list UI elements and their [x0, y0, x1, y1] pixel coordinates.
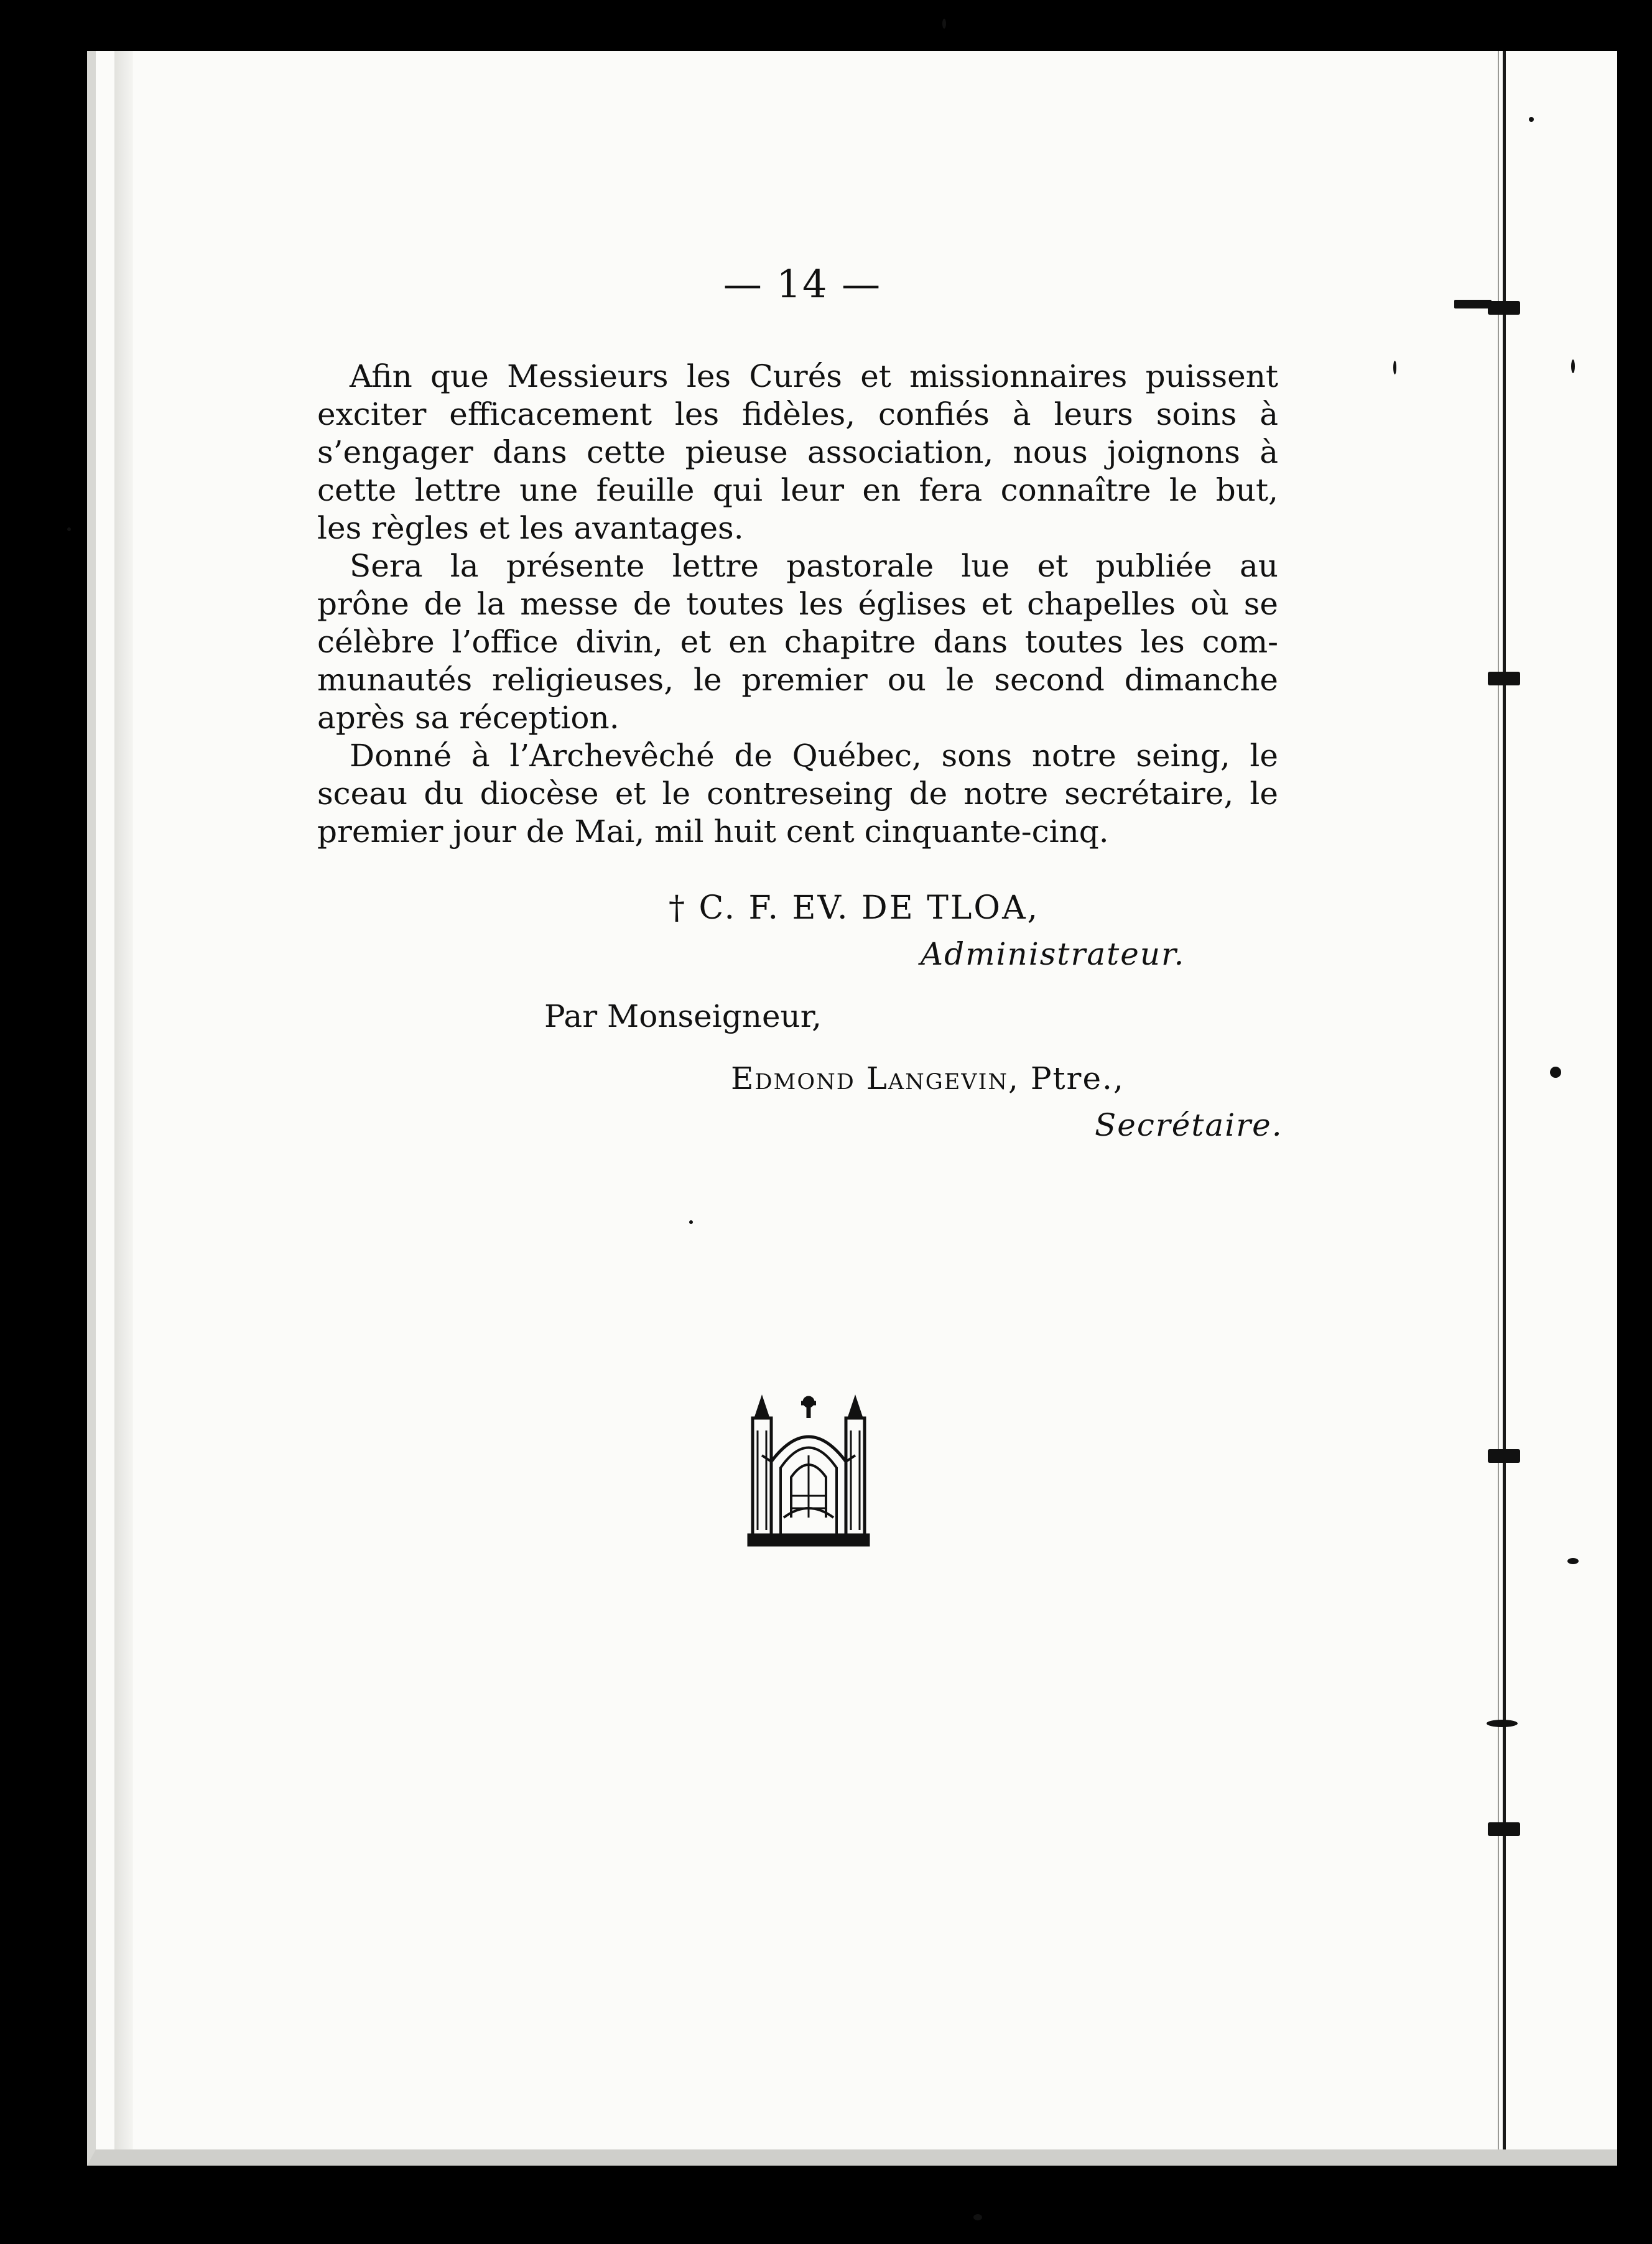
paragraph: [317, 737, 1278, 851]
scan-speck: [1454, 300, 1492, 308]
text-line: Sera la présente lettre pastorale lue et publiée au: [350, 548, 1278, 584]
body-text: [317, 358, 1278, 851]
paragraph: [317, 358, 1278, 547]
scan-speck: [973, 2214, 982, 2220]
signer-title: Administrateur.: [921, 936, 1186, 972]
paragraph: [317, 547, 1278, 737]
scan-speck: [1567, 1558, 1579, 1564]
scan-speck: [689, 1220, 693, 1224]
text-line: les règles et les avantages.: [317, 510, 744, 546]
countersign-by: Par Monseigneur,: [544, 998, 822, 1034]
gothic-shrine-ornament: [734, 1393, 883, 1549]
scan-speck: [942, 19, 946, 29]
text-line: après sa réception.: [317, 700, 620, 736]
secretary-last-name: Langevin: [866, 1060, 1009, 1096]
page-gutter: [114, 51, 133, 2149]
scan-speck: [1529, 117, 1534, 122]
text-line: prône de la messe de toutes les églises et chapelles où se: [317, 586, 1278, 622]
scan-speck: [1393, 361, 1396, 374]
scan-speck: [1487, 1720, 1518, 1727]
text-line: Donné à l’Archevêché de Québec, sons notre seing, le: [350, 738, 1278, 774]
secretary-suffix: , Ptre.,: [1008, 1060, 1125, 1096]
secretary-title: Secrétaire.: [1095, 1107, 1283, 1143]
secretary-name: [731, 1060, 1125, 1096]
page-number: — 14 —: [723, 261, 882, 307]
scan-speck: [67, 527, 71, 531]
binding-stitch: [1488, 1822, 1520, 1836]
binding-stitch: [1488, 672, 1520, 685]
scan-speck: [1571, 359, 1575, 373]
text-line: sceau du diocèse et le contreseing de notre secrétaire, le: [317, 776, 1278, 812]
secretary-first-name: Edmond: [731, 1060, 855, 1096]
scan-speck: [1550, 1067, 1561, 1078]
text-line: premier jour de Mai, mil huit cent cinquante-cinq.: [317, 814, 1109, 850]
text-line: célèbre l’office divin, et en chapitre dans toutes les com-: [317, 624, 1278, 660]
text-line: munautés religieuses, le premier ou le second dimanche: [317, 662, 1278, 698]
text-line: Afin que Messieurs les Curés et missionnaires puissent: [350, 358, 1278, 394]
binding-stitch: [1488, 301, 1520, 315]
signer-name: † C. F. EV. DE TLOA,: [669, 889, 1040, 927]
text-line: s’engager dans cette pieuse association, nous joignons à: [317, 434, 1278, 470]
text-line: cette lettre une feuille qui leur en fera connaître le but,: [317, 472, 1278, 508]
text-line: exciter efficacement les fidèles, confiés à leurs soins à: [317, 396, 1278, 432]
binding-stitch: [1488, 1449, 1520, 1463]
